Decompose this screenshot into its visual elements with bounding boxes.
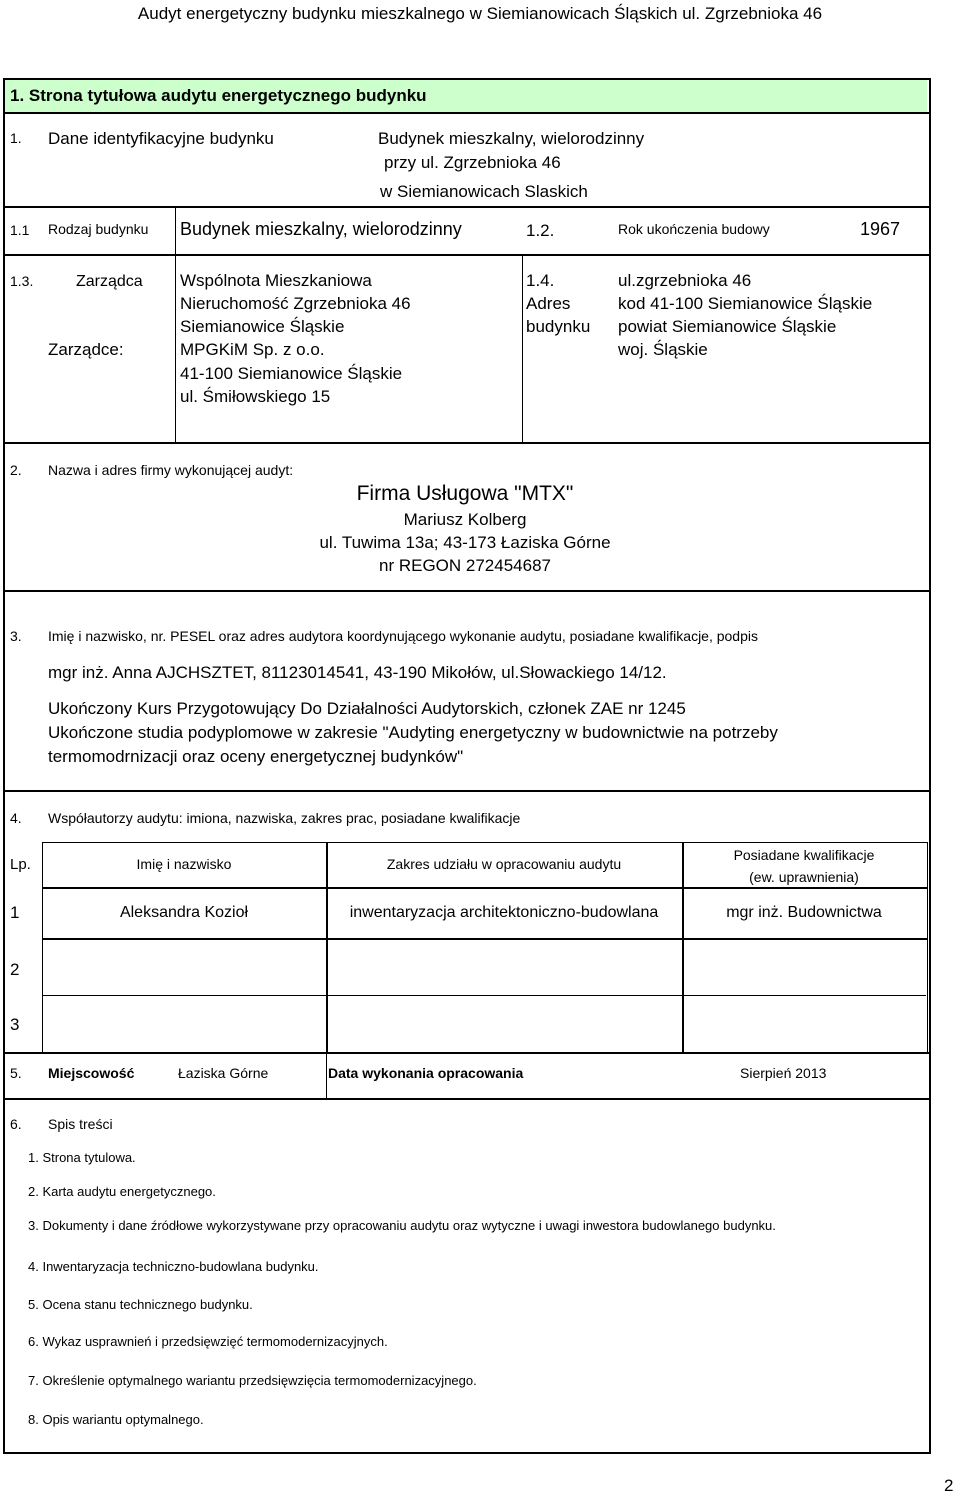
table-row-number: 3 (10, 1015, 20, 1034)
divider (3, 112, 929, 114)
building-type-line: Budynek mieszkalny, wielorodzinny (378, 129, 645, 148)
building-kind-label: Rodzaj budynku (48, 221, 149, 237)
auditor-label: Imię i nazwisko, nr. PESEL oraz adres audytora koordynującego wykonanie audytu, posiadane kwalifikacje, podpis (48, 628, 758, 644)
building-kind-value: Budynek mieszkalny, wielorodzinny (180, 219, 462, 239)
table-row-number: 1 (10, 903, 20, 922)
auditor-qualification: Ukończone studia podyplomowe w zakresie "Audyting energetyczny w budownictwie na potrzeby (48, 723, 778, 742)
toc-item: 3. Dokumenty i dane źródłowe wykorzystywane przy opracowaniu audytu oraz wytyczne i uwagi inwestora budowlanego budynku. (28, 1218, 776, 1233)
section-number: 1.1 (10, 222, 30, 238)
manager-line: 41-100 Siemianowice Śląskie (180, 364, 403, 383)
toc-item: 6. Wykaz usprawnień i przedsięwzięć termomodernizacyjnych. (28, 1334, 388, 1349)
section-number: 6. (10, 1116, 22, 1132)
auditor-qualification: Ukończony Kurs Przygotowujący Do Działalności Audytorskich, członek ZAE nr 1245 (48, 699, 686, 718)
toc-item: 1. Strona tytulowa. (28, 1150, 136, 1165)
manager-line: ul. Śmiłowskiego 15 (180, 387, 331, 406)
auditor-details: mgr inż. Anna AJCHSZTET, 81123014541, 43-190 Mikołów, ul.Słowackiego 14/12. (48, 663, 667, 682)
firm-owner: Mariusz Kolberg (403, 510, 527, 529)
table-row-line (326, 995, 926, 996)
col-header-scope: Zakres udziału w opracowaniu audytu (386, 856, 622, 872)
date-label: Data wykonania opracowania (328, 1065, 524, 1081)
coauthors-label: Współautorzy audytu: imiona, nazwiska, zakres prac, posiadane kwalifikacje (48, 810, 521, 826)
section-number: 1. (10, 130, 22, 146)
section-number: 3. (10, 628, 22, 644)
page-number: 2 (944, 1476, 954, 1495)
completion-year-value: 1967 (860, 219, 901, 239)
section-number: 1.3. (10, 273, 34, 289)
manager-line: Wspólnota Mieszkaniowa (180, 271, 372, 290)
building-street-line: przy ul. Zgrzebnioka 46 (384, 153, 561, 172)
manager-line: Nieruchomość Zgrzebnioka 46 (180, 294, 411, 313)
toc-item: 5. Ocena stanu technicznego budynku. (28, 1297, 253, 1312)
place-value: Łaziska Górne (178, 1065, 269, 1081)
divider (3, 206, 929, 208)
manager-label: Zarządca (76, 273, 143, 290)
col-header-name: Imię i nazwisko (136, 856, 232, 872)
firm-regon: nr REGON 272454687 (379, 556, 551, 575)
col-header-qualifications-note: (ew. uprawnienia) (749, 869, 859, 885)
toc-item: 7. Określenie optymalnego wariantu przedsięwzięcia termomodernizacyjnego. (28, 1373, 477, 1388)
manager-line: MPGKiM Sp. z o.o. (180, 340, 325, 359)
toc-item: 4. Inwentaryzacja techniczno-budowlana budynku. (28, 1259, 319, 1274)
toc-label: Spis treści (48, 1116, 113, 1132)
divider (3, 790, 929, 792)
address-label: budynku (526, 317, 591, 336)
auditor-firm-label: Nazwa i adres firmy wykonującej audyt: (48, 462, 294, 478)
place-label: Miejscowość (48, 1065, 135, 1081)
coauthor-qualification: mgr inż. Budownictwa (726, 904, 882, 921)
column-line (522, 254, 523, 442)
document-header: Audyt energetyczny budynku mieszkalnego w Siemianowicach Śląskich ul. Zgrzebnioka 46 (137, 4, 823, 23)
divider (3, 254, 929, 256)
column-line (175, 206, 176, 442)
firm-name: Firma Usługowa "MTX" (356, 482, 574, 505)
address-line: woj. Śląskie (618, 340, 708, 359)
auditor-qualification: termomodrnizacji oraz oceny energetycznej budynków" (48, 747, 464, 766)
building-id-label: Dane identyfikacyjne budynku (48, 129, 274, 148)
address-line: kod 41-100 Siemianowice Śląskie (618, 294, 873, 313)
col-header-lp: Lp. (10, 856, 31, 873)
completion-year-label: Rok ukończenia budowy (618, 221, 770, 237)
section-number: 2. (10, 462, 22, 478)
toc-item: 2. Karta audytu energetycznego. (28, 1184, 216, 1199)
divider (3, 442, 929, 444)
table-row-line (42, 995, 326, 996)
coauthor-scope: inwentaryzacja architektoniczno-budowlana (349, 904, 659, 921)
toc-item: 8. Opis wariantu optymalnego. (28, 1412, 204, 1427)
firm-address: ul. Tuwima 13a; 43-173 Łaziska Górne (319, 533, 611, 552)
divider (3, 1098, 929, 1100)
section-title: 1. Strona tytułowa audytu energetycznego budynku (10, 86, 427, 105)
section-number: 1.2. (526, 221, 555, 240)
section-number: 5. (10, 1065, 22, 1081)
date-value: Sierpień 2013 (740, 1065, 827, 1081)
section-number: 1.4. (526, 271, 555, 290)
table-row-number: 2 (10, 960, 20, 979)
manager-line: Siemianowice Śląskie (180, 317, 345, 336)
managers-label: Zarządce: (48, 340, 124, 359)
address-label: Adres (526, 294, 571, 313)
divider (3, 590, 929, 592)
building-city-line: w Siemianowicach Slaskich (380, 182, 588, 201)
column-line (326, 1052, 327, 1098)
address-line: ul.zgrzebnioka 46 (618, 271, 752, 290)
col-header-qualifications: Posiadane kwalifikacje (733, 847, 875, 863)
address-line: powiat Siemianowice Śląskie (618, 317, 837, 336)
section-number: 4. (10, 810, 22, 826)
coauthor-name: Aleksandra Kozioł (119, 904, 249, 921)
